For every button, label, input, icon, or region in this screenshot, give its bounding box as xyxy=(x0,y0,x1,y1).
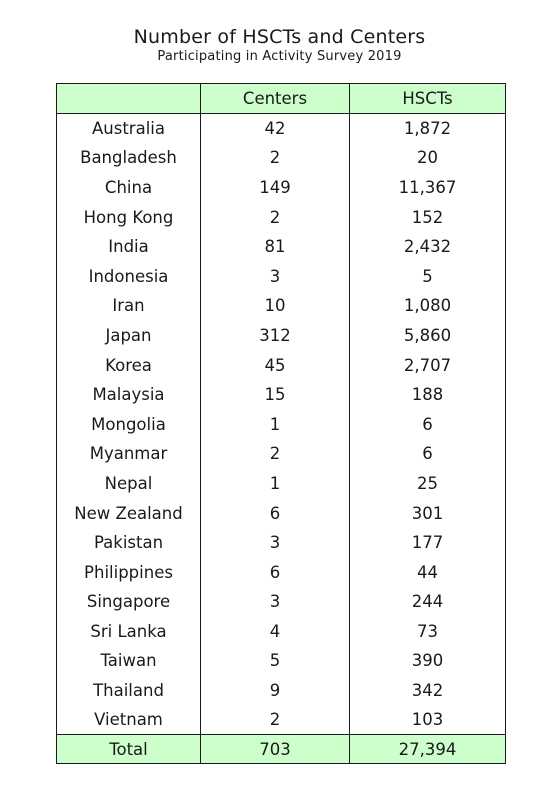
total-hscts: 27,394 xyxy=(350,735,506,764)
cell-hscts: 6 xyxy=(350,439,506,469)
total-row xyxy=(57,735,506,764)
table-row xyxy=(57,676,506,706)
cell-centers: 15 xyxy=(201,380,350,410)
cell-country: Indonesia xyxy=(57,261,201,291)
cell-country: New Zealand xyxy=(57,498,201,528)
cell-country: China xyxy=(57,173,201,203)
table-body xyxy=(57,114,506,735)
cell-hscts: 152 xyxy=(350,202,506,232)
cell-country: Hong Kong xyxy=(57,202,201,232)
cell-centers: 9 xyxy=(201,676,350,706)
cell-country: Japan xyxy=(57,321,201,351)
cell-centers: 3 xyxy=(201,528,350,558)
table-row xyxy=(57,291,506,321)
cell-centers: 2 xyxy=(201,439,350,469)
header-centers: Centers xyxy=(201,84,350,114)
cell-hscts: 11,367 xyxy=(350,173,506,203)
cell-hscts: 73 xyxy=(350,617,506,647)
total-centers: 703 xyxy=(201,735,350,764)
hsct-table xyxy=(56,83,506,764)
cell-centers: 6 xyxy=(201,498,350,528)
cell-centers: 4 xyxy=(201,617,350,647)
cell-centers: 2 xyxy=(201,705,350,735)
cell-country: Sri Lanka xyxy=(57,617,201,647)
table-row xyxy=(57,617,506,647)
table-row xyxy=(57,557,506,587)
table-row xyxy=(57,143,506,173)
cell-centers: 42 xyxy=(201,114,350,144)
table-row xyxy=(57,350,506,380)
table-row xyxy=(57,202,506,232)
table-row xyxy=(57,587,506,617)
cell-country: India xyxy=(57,232,201,262)
table-row xyxy=(57,498,506,528)
cell-centers: 1 xyxy=(201,409,350,439)
cell-country: Thailand xyxy=(57,676,201,706)
cell-centers: 1 xyxy=(201,469,350,499)
cell-country: Pakistan xyxy=(57,528,201,558)
cell-centers: 3 xyxy=(201,587,350,617)
cell-hscts: 25 xyxy=(350,469,506,499)
cell-hscts: 188 xyxy=(350,380,506,410)
cell-hscts: 177 xyxy=(350,528,506,558)
cell-centers: 3 xyxy=(201,261,350,291)
cell-hscts: 390 xyxy=(350,646,506,676)
table-subtitle: Participating in Activity Survey 2019 xyxy=(157,49,402,64)
cell-hscts: 20 xyxy=(350,143,506,173)
cell-centers: 45 xyxy=(201,350,350,380)
cell-hscts: 5,860 xyxy=(350,321,506,351)
cell-hscts: 1,080 xyxy=(350,291,506,321)
cell-country: Nepal xyxy=(57,469,201,499)
cell-hscts: 301 xyxy=(350,498,506,528)
header-country xyxy=(57,84,201,114)
table-row xyxy=(57,409,506,439)
table-row xyxy=(57,321,506,351)
cell-hscts: 342 xyxy=(350,676,506,706)
cell-country: Korea xyxy=(57,350,201,380)
cell-hscts: 103 xyxy=(350,705,506,735)
cell-hscts: 2,707 xyxy=(350,350,506,380)
cell-centers: 2 xyxy=(201,143,350,173)
header-row xyxy=(57,84,506,114)
cell-country: Australia xyxy=(57,114,201,144)
table-row xyxy=(57,380,506,410)
cell-country: Singapore xyxy=(57,587,201,617)
table-row xyxy=(57,173,506,203)
cell-hscts: 44 xyxy=(350,557,506,587)
table-title: Number of HSCTs and Centers xyxy=(133,26,426,48)
table-row xyxy=(57,469,506,499)
cell-centers: 5 xyxy=(201,646,350,676)
cell-centers: 2 xyxy=(201,202,350,232)
cell-country: Bangladesh xyxy=(57,143,201,173)
cell-hscts: 244 xyxy=(350,587,506,617)
table-row xyxy=(57,646,506,676)
cell-hscts: 2,432 xyxy=(350,232,506,262)
table-row xyxy=(57,705,506,735)
cell-country: Myanmar xyxy=(57,439,201,469)
table-row xyxy=(57,439,506,469)
cell-country: Philippines xyxy=(57,557,201,587)
cell-hscts: 6 xyxy=(350,409,506,439)
table-row xyxy=(57,528,506,558)
table-row xyxy=(57,261,506,291)
header-hscts: HSCTs xyxy=(350,84,506,114)
cell-centers: 6 xyxy=(201,557,350,587)
cell-country: Vietnam xyxy=(57,705,201,735)
cell-country: Taiwan xyxy=(57,646,201,676)
table-row xyxy=(57,114,506,144)
cell-country: Iran xyxy=(57,291,201,321)
total-label: Total xyxy=(57,735,201,764)
cell-centers: 81 xyxy=(201,232,350,262)
cell-hscts: 1,872 xyxy=(350,114,506,144)
cell-centers: 149 xyxy=(201,173,350,203)
cell-centers: 10 xyxy=(201,291,350,321)
cell-centers: 312 xyxy=(201,321,350,351)
table-row xyxy=(57,232,506,262)
cell-country: Mongolia xyxy=(57,409,201,439)
cell-country: Malaysia xyxy=(57,380,201,410)
cell-hscts: 5 xyxy=(350,261,506,291)
